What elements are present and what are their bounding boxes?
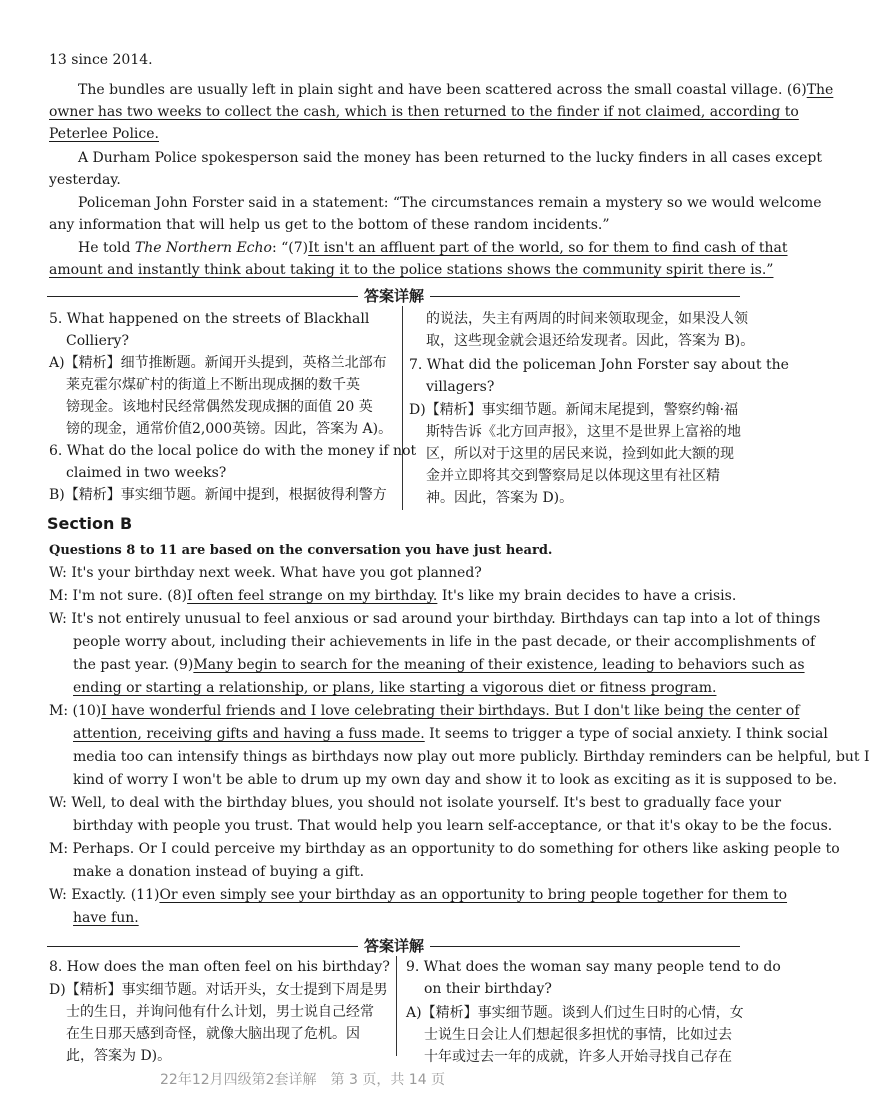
answer-8: D)【精析】事实细节题。对话开头，女士提到下周是男 <box>49 982 388 998</box>
column-divider <box>402 306 403 510</box>
column-divider <box>396 956 397 1056</box>
passage-line: yesterday. <box>49 172 121 188</box>
answer-5: A)【精析】细节推断题。新闻开头提到，英格兰北部布 <box>49 355 387 371</box>
answer-7: 斯特告诉《北方回声报》，这里不是世界上富裕的地 <box>426 424 741 440</box>
dialogue-line: the past year. (9)Many begin to search for the meaning of their existence, leading to behaviors such as <box>73 657 805 673</box>
answer-5: 镑现金。该地村民经常偶然发现成捆的面值 20 英 <box>66 399 373 415</box>
question-8: 8. How does the man often feel on his birthday? <box>49 959 390 975</box>
question-5: 5. What happened on the streets of Blackhall <box>49 311 370 327</box>
dialogue-line: M: I'm not sure. (8)I often feel strange on my birthday. It's like my brain decides to have a crisis. <box>49 588 737 604</box>
answers-heading: 答案详解 <box>358 935 430 956</box>
passage-line-underlined: owner has two weeks to collect the cash, which is then returned to the finder if not claimed, according to <box>49 104 799 120</box>
answer-9: A)【精析】事实细节题。谈到人们过生日时的心情，女 <box>406 1005 744 1021</box>
passage-line: 13 since 2014. <box>49 52 153 68</box>
passage-line: A Durham Police spokesperson said the money has been returned to the lucky finders in all cases except <box>78 150 823 166</box>
page-footer: 22年12月四级第2套详解 第 3 页，共 14 页 <box>160 1072 446 1088</box>
passage-line-underlined: amount and instantly think about taking it to the police stations shows the community spirit there is.” <box>49 262 774 278</box>
answer-8: 此，答案为 D)。 <box>66 1048 172 1064</box>
passage-line: any information that will help us get to the bottom of these random incidents.” <box>49 217 610 233</box>
dialogue-line: W: It's your birthday next week. What have you got planned? <box>49 565 482 581</box>
question-6-cont: claimed in two weeks? <box>66 465 227 481</box>
dialogue-line: attention, receiving gifts and having a fuss made. It seems to trigger a type of social anxiety. I think social <box>73 726 828 742</box>
section-intro: Questions 8 to 11 are based on the conversation you have just heard. <box>49 543 553 558</box>
answer-5: 镑的现金，通常价值2,000英镑。因此，答案为 A)。 <box>66 421 393 437</box>
answer-7: 区，所以对于这里的居民来说，捡到如此大额的现 <box>426 446 734 462</box>
answer-6: B)【精析】事实细节题。新闻中提到，根据彼得利警方 <box>49 487 387 503</box>
question-7-cont: villagers? <box>426 379 495 395</box>
passage-line: Policeman John Forster said in a statement: “The circumstances remain a mystery so we would welcome <box>78 195 822 211</box>
question-6: 6. What do the local police do with the money if not <box>49 443 417 459</box>
answer-7: 金并立即将其交到警察局足以体现这里有社区精 <box>426 468 720 484</box>
answer-8: 在生日那天感到奇怪，就像大脑出现了危机。因 <box>66 1026 360 1042</box>
section-title: Section B <box>47 514 133 533</box>
dialogue-line-underlined: have fun. <box>73 910 139 926</box>
passage-line-underlined: Peterlee Police. <box>49 126 159 142</box>
answer-5: 莱克霍尔煤矿村的街道上不断出现成捆的数千英 <box>66 377 360 393</box>
answer-9: 士说生日会让人们想起很多担忧的事情，比如过去 <box>424 1027 732 1043</box>
dialogue-line: W: Well, to deal with the birthday blues, you should not isolate yourself. It's best to gradually face your <box>49 795 782 811</box>
passage-line: He told The Northern Echo: “(7)It isn't an affluent part of the world, so for them to find cash of that <box>78 240 788 256</box>
answer-7: D)【精析】事实细节题。新闻末尾提到，警察约翰·福 <box>409 402 739 418</box>
answer-7: 神。因此，答案为 D)。 <box>426 490 574 506</box>
dialogue-line: birthday with people you trust. That would help you learn self-acceptance, or that it's okay to be the focus. <box>73 818 833 834</box>
answers-heading: 答案详解 <box>358 285 430 306</box>
answer-8: 士的生日，并询问他有什么计划，男士说自己经常 <box>66 1004 374 1020</box>
dialogue-line: W: Exactly. (11)Or even simply see your birthday as an opportunity to bring people together for them to <box>49 887 788 903</box>
dialogue-line: M: Perhaps. Or I could perceive my birthday as an opportunity to do something for others like asking people to <box>49 841 840 857</box>
passage-line: The bundles are usually left in plain sight and have been scattered across the small coastal village. (6)The <box>78 82 834 98</box>
question-9: 9. What does the woman say many people tend to do <box>406 959 781 975</box>
dialogue-line: kind of worry I won't be able to drum up my own day and show it to look as exciting as it is supposed to be. <box>73 772 838 788</box>
question-9-cont: on their birthday? <box>424 981 552 997</box>
dialogue-line: make a donation instead of buying a gift. <box>73 864 365 880</box>
dialogue-line: media too can intensify things as birthdays now play out more publicly. Birthday reminders can be helpful, but I <box>73 749 870 765</box>
dialogue-line-underlined: ending or starting a relationship, or plans, like starting a vigorous diet or fitness program. <box>73 680 717 696</box>
question-7: 7. What did the policeman John Forster say about the <box>409 357 789 373</box>
dialogue-line: M: (10)I have wonderful friends and I love celebrating their birthdays. But I don't like being the center of <box>49 703 800 719</box>
answer-6-cont: 取，这些现金就会退还给发现者。因此，答案为 B)。 <box>426 333 755 349</box>
dialogue-line: W: It's not entirely unusual to feel anxious or sad around your birthday. Birthdays can tap into a lot of things <box>49 611 821 627</box>
question-5-cont: Colliery? <box>66 333 129 349</box>
answer-9: 十年或过去一年的成就，许多人开始寻找自己存在 <box>424 1049 732 1065</box>
answer-6-cont: 的说法，失主有两周的时间来领取现金，如果没人领 <box>426 311 748 327</box>
dialogue-line: people worry about, including their achievements in life in the past decade, or their accomplishments of <box>73 634 816 650</box>
